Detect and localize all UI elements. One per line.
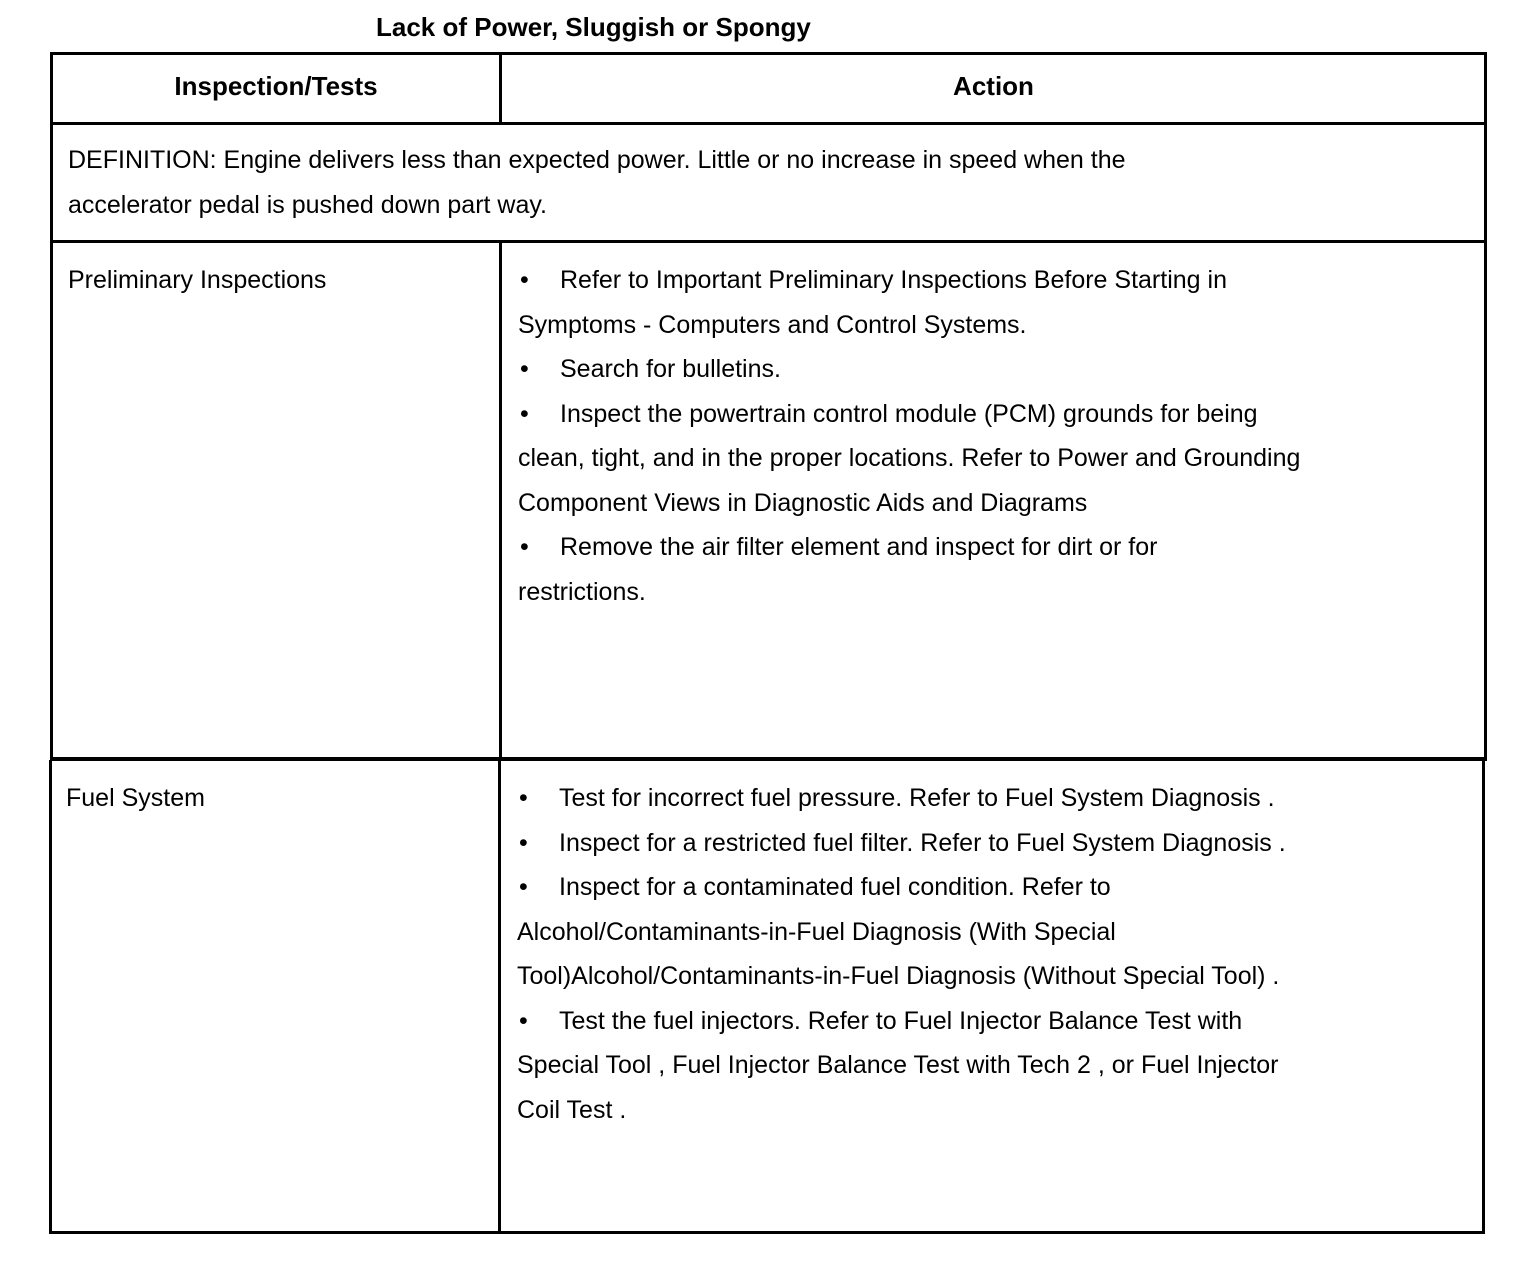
- action-text: Inspect for a restricted fuel filter. Refer to Fuel System Diagnosis .: [559, 828, 1286, 857]
- action-text: Component Views in Diagnostic Aids and Diagrams: [518, 488, 1088, 517]
- header-inspection-tests: Inspection/Tests: [174, 71, 378, 101]
- list-item: [518, 525, 1300, 614]
- bullet-icon: •: [520, 399, 529, 428]
- action-text: Coil Test .: [517, 1095, 627, 1124]
- bullet-icon: •: [519, 828, 528, 857]
- action-text: Search for bulletins.: [560, 355, 781, 383]
- list-item: [517, 776, 1286, 821]
- inspection-cell-fuel-system: Fuel System: [66, 784, 205, 812]
- action-list-preliminary: [518, 258, 1300, 614]
- action-text: clean, tight, and in the proper locations. Refer to Power and Grounding: [518, 444, 1301, 472]
- bullet-icon: •: [519, 873, 528, 901]
- action-text: restrictions.: [518, 577, 646, 606]
- list-item: [517, 999, 1286, 1133]
- header-action: Action: [953, 71, 1034, 101]
- action-list-fuel-system: [517, 776, 1286, 1132]
- action-text: Inspect for a contaminated fuel condition. Refer to: [559, 873, 1111, 901]
- page-title: Lack of Power, Sluggish or Spongy: [376, 12, 811, 42]
- action-text: Refer to Important Preliminary Inspections Before Starting in: [560, 266, 1227, 294]
- row-2-column-divider: [498, 760, 501, 1234]
- list-item: [518, 347, 1300, 392]
- action-text: Inspect the powertrain control module (PCM) grounds for being: [560, 399, 1258, 428]
- action-text: Special Tool , Fuel Injector Balance Test with Tech 2 , or Fuel Injector: [517, 1051, 1279, 1079]
- list-item: [517, 821, 1286, 866]
- bullet-icon: •: [520, 533, 529, 561]
- bullet-icon: •: [520, 355, 529, 383]
- list-item: [517, 865, 1286, 999]
- action-text: Tool)Alcohol/Contaminants-in-Fuel Diagnosis (Without Special Tool) .: [517, 962, 1280, 990]
- action-text: Test the fuel injectors. Refer to Fuel Injector Balance Test with: [559, 1006, 1243, 1035]
- bullet-icon: •: [519, 1006, 528, 1035]
- action-text: Symptoms - Computers and Control Systems.: [518, 310, 1027, 339]
- list-item: [518, 392, 1300, 526]
- row-1-column-divider: [499, 240, 502, 761]
- action-text: Alcohol/Contaminants-in-Fuel Diagnosis (With Special: [517, 917, 1116, 946]
- action-text: Test for incorrect fuel pressure. Refer to Fuel System Diagnosis .: [559, 784, 1275, 812]
- definition-text-line-1: DEFINITION: Engine delivers less than expected power. Little or no increase in speed when the: [68, 146, 1126, 174]
- bullet-icon: •: [520, 266, 529, 294]
- action-text: Remove the air filter element and inspect for dirt or for: [560, 533, 1158, 561]
- bullet-icon: •: [519, 784, 528, 812]
- list-item: [518, 258, 1300, 347]
- inspection-cell-preliminary: Preliminary Inspections: [68, 266, 327, 294]
- definition-text-line-2: accelerator pedal is pushed down part way.: [68, 191, 547, 219]
